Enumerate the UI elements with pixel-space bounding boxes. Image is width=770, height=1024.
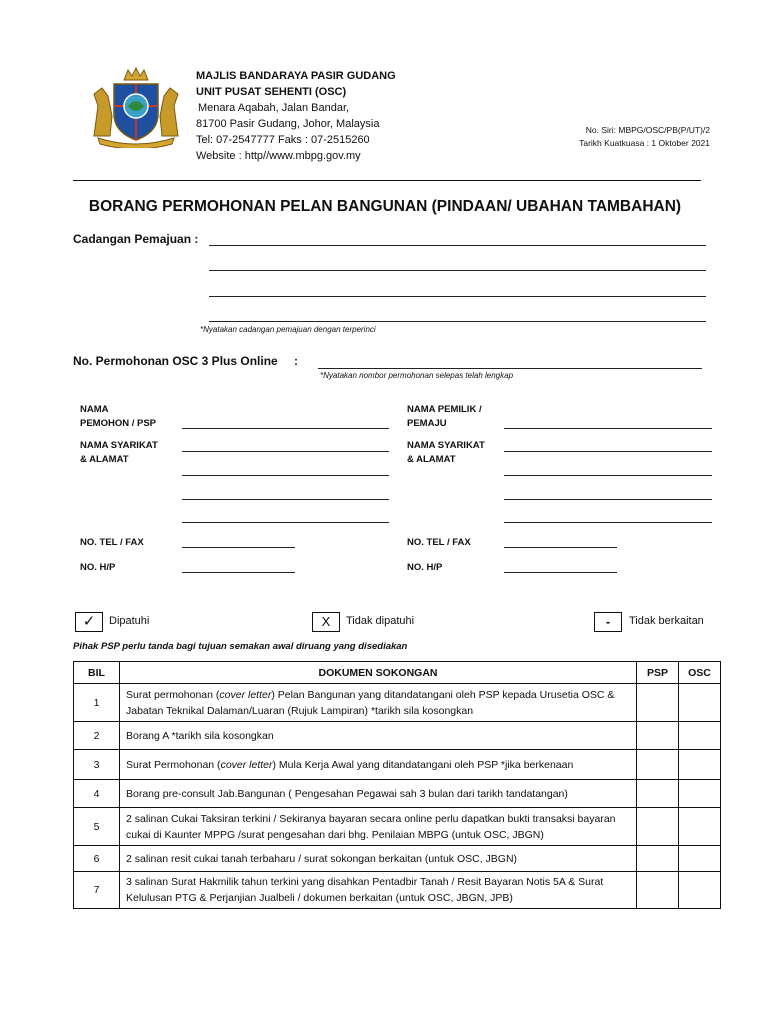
legend-not-complied: Tidak dipatuhi [346,615,415,627]
row-document: 3 salinan Surat Hakmilik tahun terkini yang disahkan Pentadbir Tanah / Resit Bayaran Notis 5A & Surat Kelulusan PTG & Perjanjian Jualbeli / dokumen berkaitan (untuk OSC, JBGN, JPB) [120,872,637,909]
cadangan-line-4[interactable] [209,321,706,322]
osc-check-cell[interactable] [679,808,721,846]
unit-name: UNIT PUSAT SEHENTI (OSC) [196,86,347,98]
row-number: 7 [74,872,120,909]
row-number: 5 [74,808,120,846]
org-name: MAJLIS BANDARAYA PASIR GUDANG [196,70,396,82]
row-number: 3 [74,750,120,780]
right-hp-label: NO. H/P [407,562,443,573]
dash-icon: - [594,612,622,632]
row-document: Borang pre-consult Jab.Bangunan ( Pengesahan Pegawai sah 3 bulan dari tarikh tandatangan) [120,780,637,808]
left-syarikat-line-4[interactable] [182,522,389,523]
right-syarikat-line-1[interactable] [504,451,712,452]
address-line-2: 81700 Pasir Gudang, Johor, Malaysia [196,118,380,130]
left-tel-label: NO. TEL / FAX [80,537,144,548]
left-hp-label: NO. H/P [80,562,116,573]
form-title: BORANG PERMOHONAN PELAN BANGUNAN (PINDAAN/ UBAHAN TAMBAHAN) [88,198,682,215]
psp-check-cell[interactable] [637,684,679,722]
osc-check-cell[interactable] [679,846,721,872]
table-row [74,750,721,780]
left-nama-line[interactable] [182,428,389,429]
table-row [74,780,721,808]
cross-icon: X [312,612,340,632]
right-syarikat-line-2[interactable] [504,475,712,476]
right-nama-line[interactable] [504,428,712,429]
left-syarikat-line-1[interactable] [182,451,389,452]
row-document: Surat Permohonan (cover letter) Mula Kerja Awal yang ditandatangani oleh PSP *jika berkenaan [120,750,637,780]
psp-instruction: Pihak PSP perlu tanda bagi tujuan semakan awal diruang yang disediakan [73,641,408,652]
legend-not-applicable: Tidak berkaitan [629,615,704,627]
psp-check-cell[interactable] [637,846,679,872]
left-tel-line[interactable] [182,547,295,548]
table-row [74,684,721,722]
row-number: 2 [74,722,120,750]
left-nama-label-2: PEMOHON / PSP [80,418,157,429]
tel-fax: Tel: 07-2547777 Faks : 07-2515260 [196,134,370,146]
osc-check-cell[interactable] [679,872,721,909]
header-dokumen: DOKUMEN SOKONGAN [120,662,637,684]
right-tel-line[interactable] [504,547,617,548]
legend-complied: Dipatuhi [109,615,150,627]
psp-check-cell[interactable] [637,872,679,909]
header-psp: PSP [637,662,679,684]
right-nama-label-1: NAMA PEMILIK / [407,404,482,415]
right-syarikat-label-2: & ALAMAT [407,454,456,465]
cadangan-line-3[interactable] [209,296,706,297]
psp-check-cell[interactable] [637,808,679,846]
osc-check-cell[interactable] [679,684,721,722]
row-number: 4 [74,780,120,808]
cadangan-line-2[interactable] [209,270,706,271]
website: Website : http//www.mbpg.gov.my [196,150,361,162]
permohonan-note: *Nyatakan nombor permohonan selepas telah lengkap [320,371,514,380]
psp-check-cell[interactable] [637,780,679,808]
cadangan-label: Cadangan Pemajuan : [73,232,199,246]
header-bil: BIL [74,662,120,684]
psp-check-cell[interactable] [637,722,679,750]
table-header-row [74,662,721,684]
table-row [74,808,721,846]
cadangan-line-1[interactable] [209,245,706,246]
right-syarikat-label-1: NAMA SYARIKAT [407,440,485,451]
right-hp-line[interactable] [504,572,617,573]
checkmark-icon: ✓ [75,612,103,632]
osc-check-cell[interactable] [679,722,721,750]
council-crest-logo [88,66,184,148]
row-document: 2 salinan resit cukai tanah terbaharu / surat sokongan berkaitan (untuk OSC, JBGN) [120,846,637,872]
row-number: 1 [74,684,120,722]
table-row [74,722,721,750]
address-line-1: Menara Aqabah, Jalan Bandar, [198,102,350,114]
right-syarikat-line-3[interactable] [504,499,712,500]
table-row [74,872,721,909]
right-tel-label: NO. TEL / FAX [407,537,471,548]
permohonan-input-line[interactable] [318,368,702,369]
right-nama-label-2: PEMAJU [407,418,447,429]
documents-table [73,661,721,909]
psp-check-cell[interactable] [637,750,679,780]
row-number: 6 [74,846,120,872]
left-syarikat-line-2[interactable] [182,475,389,476]
effective-date: Tarikh Kuatkuasa : 1 Oktober 2021 [579,138,710,148]
osc-check-cell[interactable] [679,750,721,780]
osc-check-cell[interactable] [679,780,721,808]
row-document: Surat permohonan (cover letter) Pelan Bangunan yang ditandatangani oleh PSP kepada Urusetia OSC & Jabatan Teknikal Dalaman/Luaran (Rujuk Lampiran) *tarikh sila kosongkan [120,684,637,722]
permohonan-label: No. Permohonan OSC 3 Plus Online [73,354,278,368]
row-document: 2 salinan Cukai Taksiran terkini / Sekiranya bayaran secara online perlu dapatkan bukti transaksi bayaran cukai di Kaunter MPPG /surat pengesahan dari bhg. Penilaian MBPG (untuk OSC, JBGN) [120,808,637,846]
left-syarikat-label-2: & ALAMAT [80,454,129,465]
header-divider [73,180,701,181]
permohonan-colon: : [294,354,298,368]
left-nama-label-1: NAMA [80,404,109,415]
left-syarikat-line-3[interactable] [182,499,389,500]
table-row [74,846,721,872]
cadangan-note: *Nyatakan cadangan pemajuan dengan terperinci [200,325,376,334]
row-document: Borang A *tarikh sila kosongkan [120,722,637,750]
reference-number: No. Siri: MBPG/OSC/PB(P/UT)/2 [585,125,710,135]
left-hp-line[interactable] [182,572,295,573]
header-osc: OSC [679,662,721,684]
right-syarikat-line-4[interactable] [504,522,712,523]
left-syarikat-label-1: NAMA SYARIKAT [80,440,158,451]
